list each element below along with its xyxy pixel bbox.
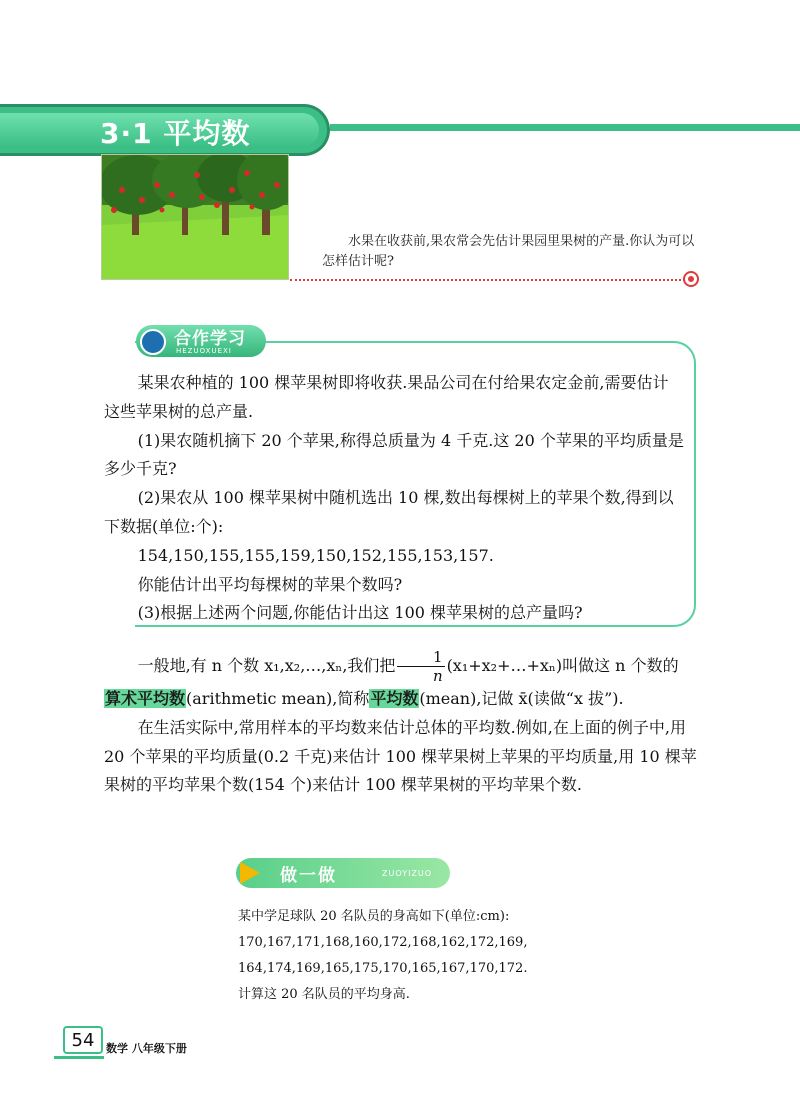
book-title: 数学 八年级下册: [106, 1042, 187, 1055]
definition-text: (x₁+x₂+…+xₙ)叫做这 n 个数的: [446, 656, 679, 675]
intro-question: 水果在收获前,果农常会先估计果园里果树的产量.你认为可以怎样估计呢?: [322, 234, 695, 269]
estimation-paragraph: 在生活实际中,常用样本的平均数来估计总体的平均数.例如,在上面的例子中,用 20 个苹果的平均质量(0.2 千克)来估计 100 棵苹果树上苹果的平均质量,用 10 棵苹果树的平均苹果个数(154 个)来估计 100 棵苹果树的平均苹果个数.: [104, 717, 697, 795]
target-dot-icon: [683, 271, 699, 287]
do-it-title: 做一做: [280, 866, 337, 886]
coop-data: 154,150,155,155,159,150,152,155,153,157.: [137, 545, 494, 565]
footer-rule: [54, 1056, 104, 1059]
coop-badge-title: 合作学习: [174, 329, 246, 349]
definition-text: (arithmetic mean),简称: [186, 689, 370, 708]
coop-learning-badge: [136, 321, 266, 359]
exercise-line: 计算这 20 名队员的平均身高.: [238, 987, 410, 1002]
exercise-line: 170,167,171,168,160,172,168,162,172,169,: [238, 935, 528, 950]
coop-question-3: (3)根据上述两个问题,你能估计出这 100 棵苹果树的总产量吗?: [137, 603, 583, 623]
fraction-numerator: 1: [397, 648, 444, 667]
play-arrow-icon: [240, 862, 260, 884]
section-title: 3·1 平均数: [100, 117, 251, 150]
fraction-denominator: n: [432, 667, 443, 685]
term-highlight: 平均数: [370, 689, 419, 708]
coop-badge-subtitle: HEZUOXUEXI: [176, 347, 232, 355]
coop-question-2: (2)果农从 100 棵苹果树中随机选出 10 棵,数出每棵树上的苹果个数,得到以下数据(单位:个):: [104, 488, 674, 536]
coop-question-2b: 你能估计出平均每棵树的苹果个数吗?: [137, 574, 403, 594]
heartbeat-icon: [140, 329, 166, 355]
page-number-box: [63, 1026, 103, 1054]
do-it-badge: [236, 858, 450, 888]
definition-text: (mean),记做 x̄(读做“x 拔”).: [419, 689, 624, 708]
term-highlight: 算术平均数: [105, 689, 186, 708]
coop-paragraph: 某果农种植的 100 棵苹果树即将收获.果品公司在付给果农定金前,需要估计这些苹果树的总产量.: [104, 373, 669, 421]
definition-block: [104, 648, 700, 800]
exercise-line: 164,174,169,165,175,170,165,167,170,172.: [238, 961, 528, 976]
coop-learning-text: [104, 369, 684, 628]
definition-text: 一般地,有 n 个数 x₁,x₂,…,xₙ,我们把: [137, 656, 396, 675]
fraction: [397, 648, 444, 685]
page-number: 54: [71, 1030, 95, 1051]
do-it-exercise: [238, 904, 658, 1008]
dotted-divider: [290, 279, 685, 281]
header-rule: [330, 124, 800, 131]
coop-question-1: (1)果农随机摘下 20 个苹果,称得总质量为 4 千克.这 20 个苹果的平均质量是多少千克?: [104, 430, 684, 479]
do-it-subtitle: ZUOYIZUO: [382, 869, 433, 878]
orchard-photo: [101, 154, 289, 280]
exercise-line: 某中学足球队 20 名队员的身高如下(单位:cm):: [238, 909, 510, 924]
